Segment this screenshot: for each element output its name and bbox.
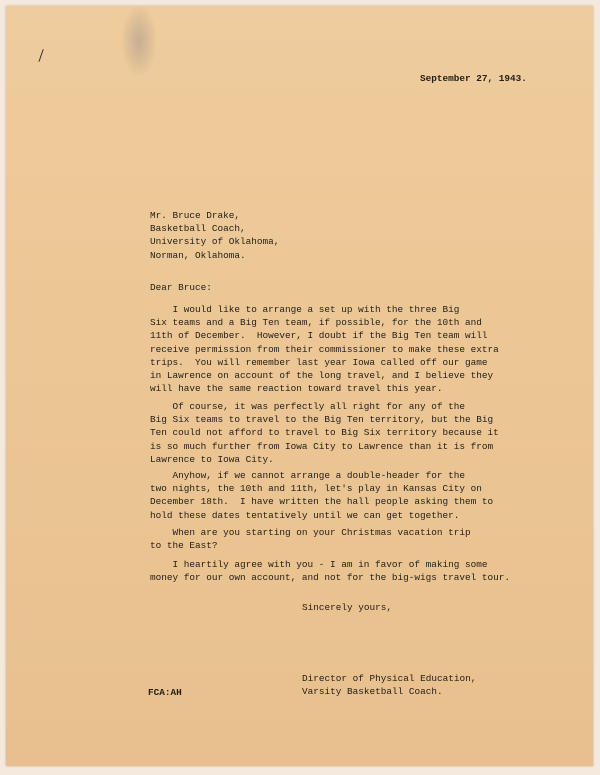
text-line: money for our own account, and not for the big-wigs travel tour. (150, 572, 511, 584)
address-line: University of Oklahoma, (150, 236, 280, 248)
body-paragraph-4 (150, 526, 570, 552)
ink-smudge (122, 6, 156, 76)
text-line: I would like to arrange a set up with the three Big (150, 304, 460, 315)
complimentary-closing: Sincerely yours, (302, 602, 393, 613)
letter-page (6, 6, 593, 766)
address-line: Norman, Oklahoma. (150, 249, 246, 261)
text-line: I heartily agree with you - I am in favor of making some (150, 559, 488, 570)
text-line: receive permission from their commissioner to make these extra (150, 343, 499, 355)
text-line: will have the same reaction toward travel this year. (150, 383, 443, 395)
text-line: When are you starting on your Christmas vacation trip (150, 527, 471, 538)
text-line: to the East? (150, 540, 218, 552)
body-paragraph-5 (150, 558, 570, 584)
text-line: Big Six teams to travel to the Big Ten territory, but the Big (150, 414, 494, 426)
text-line: in Lawrence on account of the long travel, and I believe they (150, 370, 494, 382)
body-paragraph-1 (150, 303, 570, 395)
text-line: is so much further from Iowa City to Lawrence than it is from (150, 440, 494, 452)
body-paragraph-2 (150, 400, 570, 466)
text-line: Lawrence to Iowa City. (150, 453, 274, 465)
text-line: Of course, it was perfectly all right for any of the (150, 401, 466, 412)
signature-line: Director of Physical Education, (302, 673, 477, 684)
body-paragraph-3 (150, 469, 570, 522)
signature-line: Varsity Basketball Coach. (302, 686, 443, 698)
text-line: 11th of December. However, I doubt if the Big Ten team will (150, 330, 488, 342)
salutation: Dear Bruce: (150, 282, 212, 293)
address-line: Basketball Coach, (150, 223, 246, 235)
text-line: trips. You will remember last year Iowa called off our game (150, 356, 488, 368)
text-line: December 18th. I have written the hall people asking them to (150, 496, 494, 508)
pencil-mark-icon: ⁄ (38, 46, 45, 66)
address-line: Mr. Bruce Drake, (150, 210, 241, 221)
signature-block (302, 672, 476, 698)
text-line: Anyhow, if we cannot arrange a double-header for the (150, 470, 466, 481)
letter-date: September 27, 1943. (420, 73, 527, 84)
text-line: Six teams and a Big Ten team, if possible, for the 10th and (150, 317, 482, 329)
text-line: hold these dates tentatively until we can get together. (150, 509, 460, 521)
text-line: two nights, the 10th and 11th, let's play in Kansas City on (150, 483, 482, 495)
text-line: Ten could not afford to travel to Big Six territory because it (150, 427, 499, 439)
reference-initials: FCA:AH (148, 687, 182, 698)
recipient-address (150, 209, 279, 262)
